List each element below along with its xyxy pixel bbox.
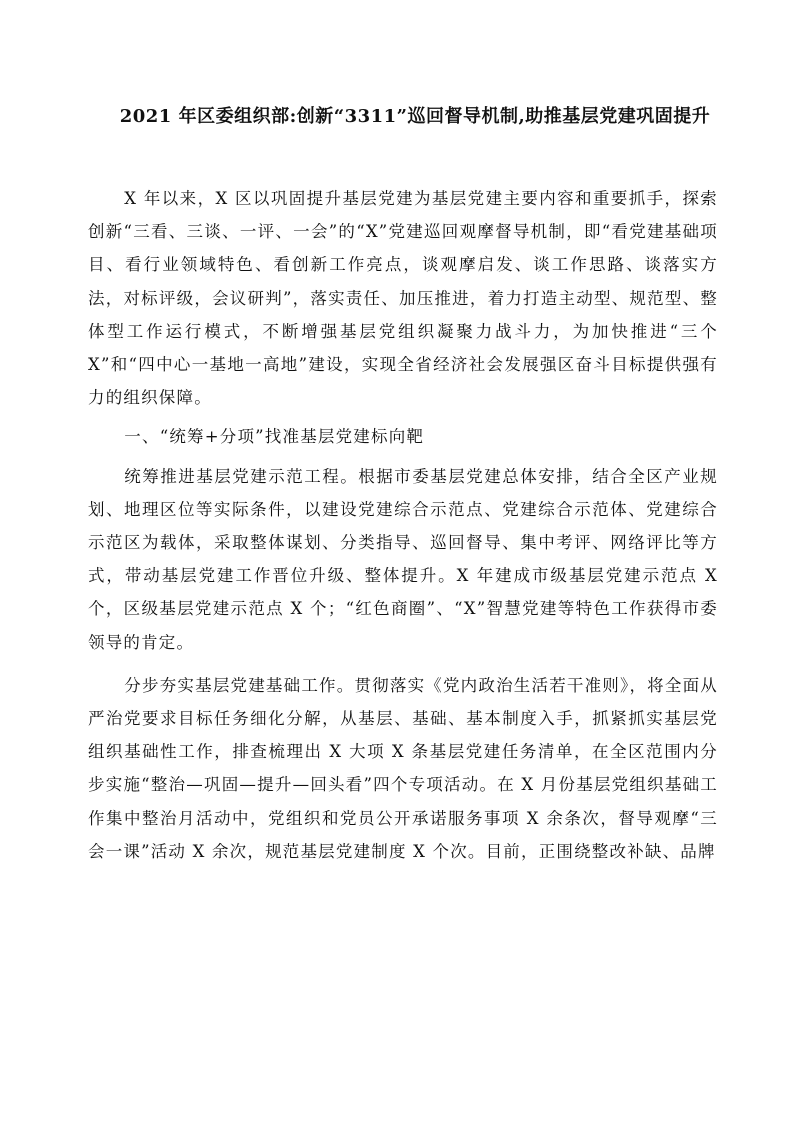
body-paragraph: 分步夯实基层党建基础工作。贯彻落实《党内政治生活若干准则》，将全面从严治党要求目标任务细化分解，从基层、基础、基本制度入手，抓紧抓实基层党组织基础性工作，排查梳理出 X 大项 X 条基层党建任务清单，在全区范围内分步实施“整治—巩固—提升—回头看”四个专项活动。在 X 月份基层党组织基础工作集中整治月活动中，党组织和党员公开承诺服务事项 X 余条次，督导观摩“三会一课”活动 X 余次，规范基层党建制度 X 个次。目前，正围绕整改补缺、品牌	[88, 675, 718, 861]
intro-paragraph: X 年以来，X 区以巩固提升基层党建为基层党建主要内容和重要抓手，探索创新“三看、三谈、一评、一会”的“X”党建巡回观摩督导机制，即“看党建基础项目、看行业领域特色、看创新工作亮点，谈观摩启发、谈工作思路、谈落实方法，对标评级，会议研判”，落实责任、加压推进，着力打造主动型、规范型、整体型工作运行模式，不断增强基层党组织凝聚力战斗力，为加快推进“三个 X”和“四中心一基地一高地”建设，实现全省经济社会发展强区奋斗目标提供强有力的组织保障。	[88, 189, 718, 408]
watermark	[13, 42, 31, 57]
body-paragraph: 统筹推进基层党建示范工程。根据市委基层党建总体安排，结合全区产业规划、地理区位等实际条件，以建设党建综合示范点、党建综合示范体、党建综合示范区为载体，采取整体谋划、分类指导、巡回督导、集中考评、网络评比等方式，带动基层党建工作晋位升级、整体提升。X 年建成市级基层党建示范点 X 个，区级基层党建示范点 X 个；“红色商圈”、“X”智慧党建等特色工作获得市委领导的肯定。	[88, 466, 718, 652]
document-body	[88, 182, 718, 868]
section-heading: 一、“统筹+分项”找准基层党建标向靶	[124, 427, 425, 447]
document-title: 2021 年区委组织部:创新“3311”巡回督导机制,助推基层党建巩固提升	[119, 106, 711, 127]
